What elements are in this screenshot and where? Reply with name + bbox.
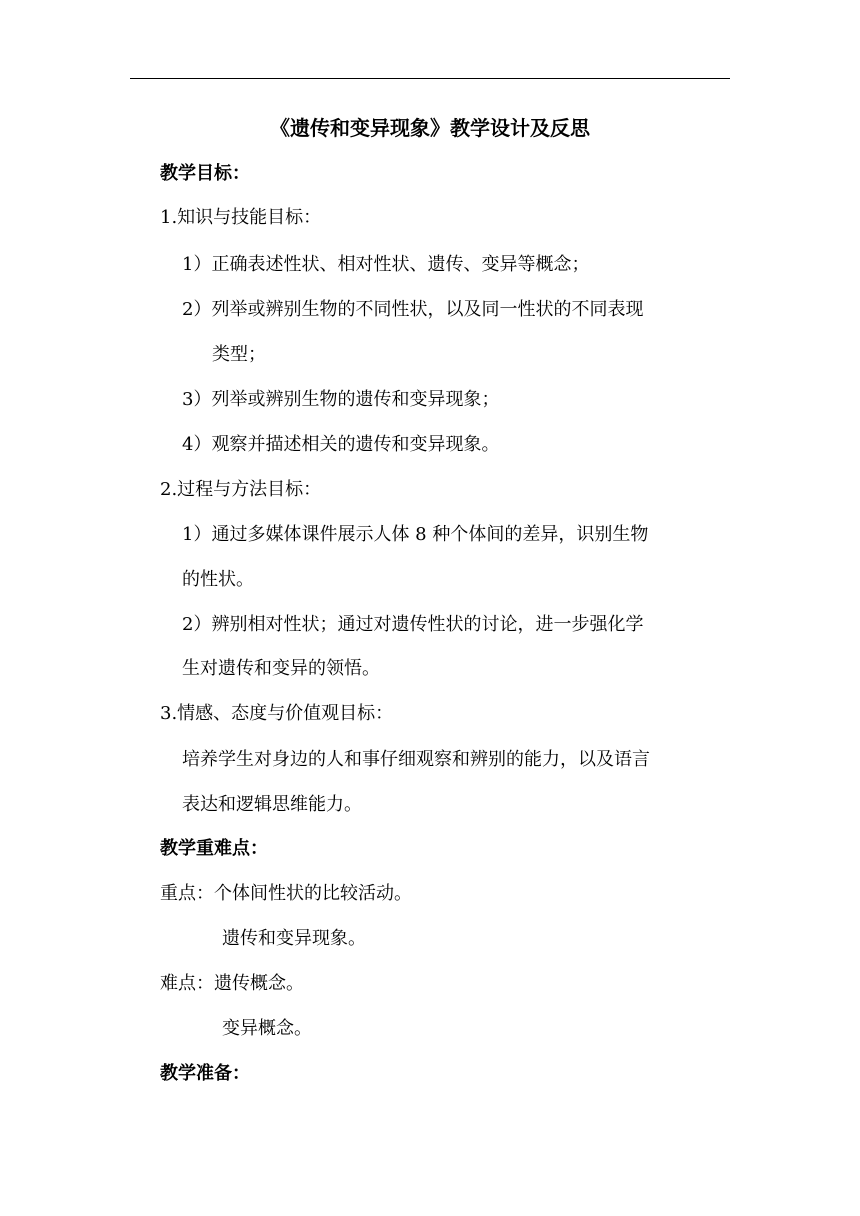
goal2-item: 1）通过多媒体课件展示人体 8 种个体间的差异，识别生物	[182, 524, 649, 545]
preparation-heading: 教学准备：	[160, 1063, 250, 1084]
goal2-heading: 2.过程与方法目标：	[160, 479, 322, 500]
key-point-continuation: 遗传和变异现象。	[222, 928, 366, 949]
goal1-heading: 1.知识与技能目标：	[160, 207, 322, 228]
goal2-item-continuation: 的性状。	[182, 569, 254, 590]
goal2-item-continuation: 生对遗传和变异的领悟。	[182, 658, 380, 679]
goal3-heading: 3.情感、态度与价值观目标：	[160, 703, 394, 724]
goal1-item: 2）列举或辨别生物的不同性状，以及同一性状的不同表现	[182, 299, 644, 320]
key-point: 重点：个体间性状的比较活动。	[160, 883, 412, 904]
goal1-item: 1）正确表述性状、相对性状、遗传、变异等概念；	[182, 254, 590, 275]
document-title: 《遗传和变异现象》教学设计及反思	[270, 116, 590, 140]
difficult-point-continuation: 变异概念。	[222, 1018, 312, 1039]
header-rule	[130, 78, 730, 79]
goal1-item: 4）观察并描述相关的遗传和变异现象。	[182, 434, 500, 455]
objectives-heading: 教学目标：	[160, 163, 250, 184]
goal1-item: 3）列举或辨别生物的遗传和变异现象；	[182, 389, 500, 410]
key-points-heading: 教学重难点：	[160, 838, 268, 859]
difficult-point: 难点：遗传概念。	[160, 973, 304, 994]
goal3-paragraph: 培养学生对身边的人和事仔细观察和辨别的能力，以及语言	[182, 749, 650, 770]
goal1-item-continuation: 类型；	[212, 344, 266, 365]
goal2-item: 2）辨别相对性状；通过对遗传性状的讨论，进一步强化学	[182, 614, 644, 635]
goal3-paragraph-continuation: 表达和逻辑思维能力。	[182, 794, 362, 815]
